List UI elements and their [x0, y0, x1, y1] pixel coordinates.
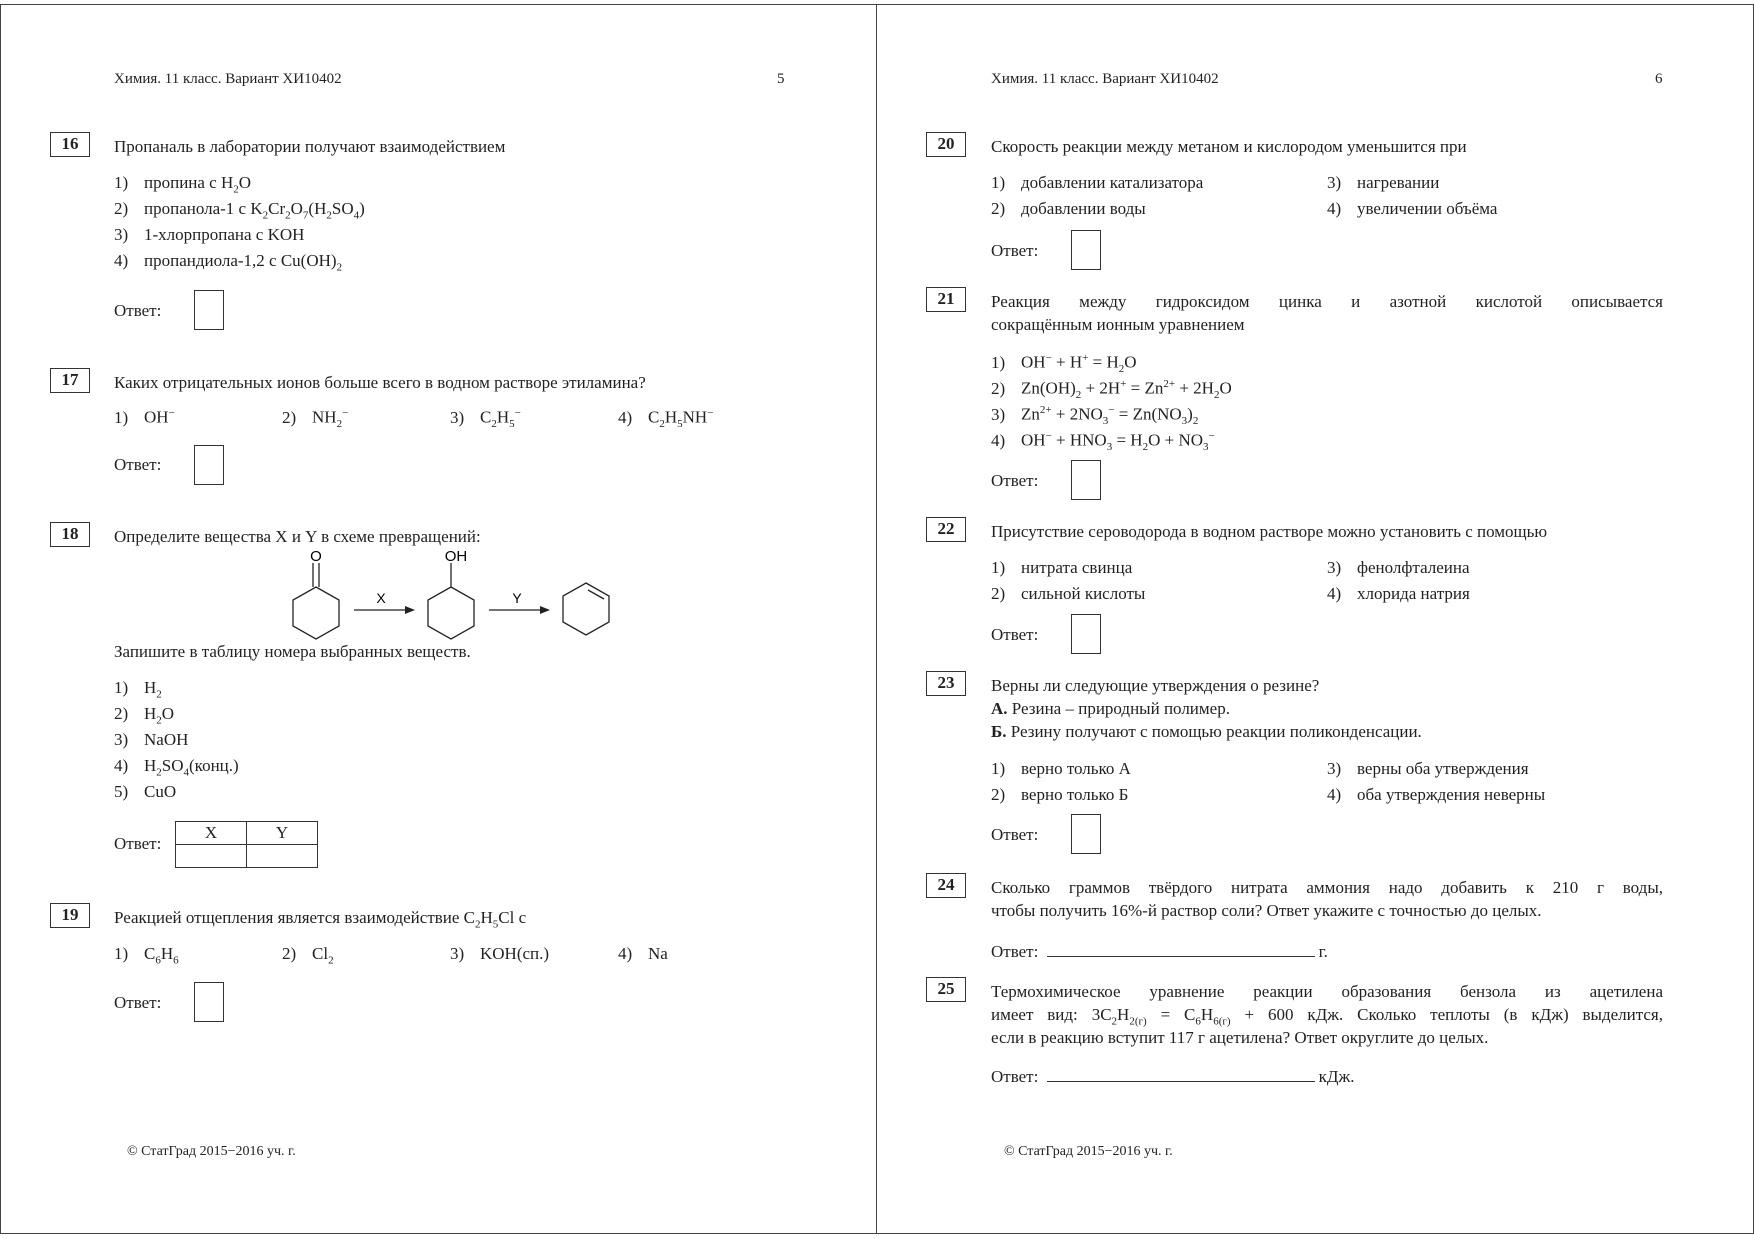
- question-24-text-line1: Сколько граммов твёрдого нитрата аммония надо добавить к 210 г воды,: [991, 878, 1663, 897]
- q24-answer-line: Ответ: г.: [991, 938, 1328, 962]
- q17-option-3: 3) $C_2H_5^-$: [450, 407, 521, 431]
- question-17-text: Каких отрицательных ионов больше всего в водном растворе этиламина?: [114, 373, 646, 392]
- q22-option-4: 4) хлорида натрия: [1327, 584, 1470, 603]
- q20-option-1: 1) добавлении катализатора: [991, 173, 1204, 192]
- question-25-text-line2: имеет вид: $3C_2H_{2(г)} = C_6H_{6(г)} + 600$ кДж. Сколько теплоты (в кДж) выделится,: [991, 1005, 1663, 1028]
- q18-answer-table: [175, 821, 318, 868]
- q17-option-1: 1) OH−: [114, 407, 175, 427]
- q18-option-1: 1) $H_2$: [114, 678, 162, 701]
- q16-option-1: 1) пропина с $H_2O$: [114, 173, 252, 196]
- q22-answer-box[interactable]: [1071, 614, 1101, 654]
- question-number-25: 25: [926, 977, 966, 1002]
- q20-option-3: 3) нагревании: [1327, 173, 1440, 192]
- answer-label: Ответ:: [114, 993, 162, 1012]
- question-number-16: 16: [50, 132, 90, 157]
- question-25-text-line1: Термохимическое уравнение реакции образования бензола из ацетилена: [991, 982, 1663, 1001]
- question-19-text: Реакцией отщепления является взаимодействие $C_2H_5Cl$ с: [114, 908, 527, 931]
- q20-option-4: 4) увеличении объёма: [1327, 199, 1498, 218]
- question-number-19: 19: [50, 903, 90, 928]
- question-18-instruction: Запишите в таблицу номера выбранных веществ.: [114, 642, 471, 661]
- q23-option-1: 1) верно только А: [991, 759, 1131, 778]
- answer-label: Ответ:: [991, 241, 1039, 260]
- q23-option-3: 3) верны оба утверждения: [1327, 759, 1529, 778]
- q21-option-2: 2) $Zn(OH)_2 + 2H^+ = Zn^{2+} + 2H_2O$: [991, 378, 1232, 402]
- arrow-x-label: X: [376, 590, 386, 606]
- question-number-24: 24: [926, 873, 966, 898]
- q18-option-5: 5) CuO: [114, 782, 177, 801]
- question-25-text-line3: если в реакцию вступит 117 г ацетилена? Ответ округлите до целых.: [991, 1028, 1489, 1047]
- question-18-text: Определите вещества X и Y в схеме превращений:: [114, 527, 481, 546]
- q21-option-4: 4) $OH^- + HNO_3 = H_2O + NO_3^-$: [991, 430, 1215, 454]
- q25-answer-field[interactable]: [1047, 1063, 1315, 1082]
- oxygen-label: O: [310, 548, 322, 565]
- q16-option-2: 2) пропанола-1 с $K_2Cr_2O_7(H_2SO_4)$: [114, 199, 365, 222]
- answer-label: Ответ:: [114, 301, 162, 320]
- q18-option-4: 4) $H_2SO_4(конц.)$: [114, 756, 239, 779]
- q17-answer-box[interactable]: [194, 445, 224, 485]
- question-number-18: 18: [50, 522, 90, 547]
- q19-option-4: 4) Na: [618, 944, 668, 963]
- q23-option-4: 4) оба утверждения неверны: [1327, 785, 1546, 804]
- q23-statement-b: Б. Резину получают с помощью реакции поликонденсации.: [991, 722, 1422, 741]
- question-20-text: Скорость реакции между метаном и кислородом уменьшится при: [991, 137, 1467, 156]
- answer-label: Ответ:: [991, 825, 1039, 844]
- q23-statement-a: А. Резина – природный полимер.: [991, 699, 1230, 718]
- q19-option-2: 2) $Cl_2$: [282, 944, 334, 967]
- cyclohexene-structure: [563, 583, 609, 635]
- question-24-text-line2: чтобы получить 16%-й раствор соли? Ответ укажите с точностью до целых.: [991, 901, 1542, 920]
- answer-label: Ответ:: [114, 455, 162, 474]
- q24-answer-field[interactable]: [1047, 938, 1315, 957]
- question-number-21: 21: [926, 287, 966, 312]
- q21-answer-box[interactable]: [1071, 460, 1101, 500]
- page-header: Химия. 11 класс. Вариант ХИ10402: [114, 71, 342, 87]
- right-page: [876, 4, 1754, 1234]
- q20-answer-box[interactable]: [1071, 230, 1101, 270]
- q23-option-2: 2) верно только Б: [991, 785, 1129, 804]
- table-header-y: Y: [247, 822, 318, 845]
- left-page: [0, 4, 878, 1234]
- q16-option-3: 3) 1-хлорпропана с KOH: [114, 225, 305, 244]
- answer-label: Ответ:: [991, 625, 1039, 644]
- question-21-text-line2: сокращённым ионным уравнением: [991, 315, 1245, 334]
- q19-option-1: 1) $C_6H_6$: [114, 944, 179, 967]
- arrow-x: [354, 606, 415, 614]
- q18-option-3: 3) NaOH: [114, 730, 189, 749]
- page-header: Химия. 11 класс. Вариант ХИ10402: [991, 71, 1219, 87]
- q16-option-4: 4) пропандиола-1,2 с $Cu(OH)_2$: [114, 251, 343, 274]
- q17-option-2: 2) $NH_2^-$: [282, 407, 349, 431]
- question-number-17: 17: [50, 368, 90, 393]
- arrow-y: [489, 606, 550, 614]
- question-number-23: 23: [926, 671, 966, 696]
- cyclohexanone-structure: [293, 563, 339, 639]
- question-number-20: 20: [926, 132, 966, 157]
- question-21-text-line1: Реакция между гидроксидом цинка и азотной кислотой описывается: [991, 292, 1663, 311]
- page-number: 5: [777, 71, 785, 87]
- q21-option-1: 1) $OH^- + H^+ = H_2O$: [991, 352, 1137, 376]
- q21-option-3: 3) $Zn^{2+} + 2NO_3^- = Zn(NO_3)_2$: [991, 404, 1199, 428]
- q23-answer-box[interactable]: [1071, 814, 1101, 854]
- answer-label: Ответ:: [991, 471, 1039, 490]
- q22-option-2: 2) сильной кислоты: [991, 584, 1146, 603]
- cyclohexanol-structure: [428, 563, 474, 639]
- q16-answer-box[interactable]: [194, 290, 224, 330]
- table-header-x: X: [176, 822, 247, 845]
- reaction-scheme: [281, 545, 621, 645]
- q25-answer-line: Ответ: кДж.: [991, 1063, 1354, 1087]
- q22-option-1: 1) нитрата свинца: [991, 558, 1133, 577]
- q17-option-4: 4) $C_2H_5NH^-$: [618, 407, 714, 431]
- answer-cell-x[interactable]: [176, 845, 247, 868]
- q22-option-3: 3) фенолфталеина: [1327, 558, 1470, 577]
- page-footer: © СтатГрад 2015−2016 уч. г.: [1004, 1144, 1173, 1159]
- question-23-text: Верны ли следующие утверждения о резине?: [991, 676, 1320, 695]
- q19-answer-box[interactable]: [194, 982, 224, 1022]
- page-footer: © СтатГрад 2015−2016 уч. г.: [127, 1144, 296, 1159]
- page-number: 6: [1655, 71, 1663, 87]
- answer-label: Ответ:: [114, 834, 162, 853]
- q20-option-2: 2) добавлении воды: [991, 199, 1146, 218]
- answer-cell-y[interactable]: [247, 845, 318, 868]
- hydroxyl-label: OH: [444, 548, 468, 565]
- question-16-text: Пропаналь в лаборатории получают взаимодействием: [114, 137, 506, 156]
- question-22-text: Присутствие сероводорода в водном растворе можно установить с помощью: [991, 522, 1548, 541]
- arrow-y-label: Y: [512, 590, 522, 606]
- q18-option-2: 2) $H_2O$: [114, 704, 175, 727]
- q19-option-3: 3) KOH(сп.): [450, 944, 550, 963]
- question-number-22: 22: [926, 517, 966, 542]
